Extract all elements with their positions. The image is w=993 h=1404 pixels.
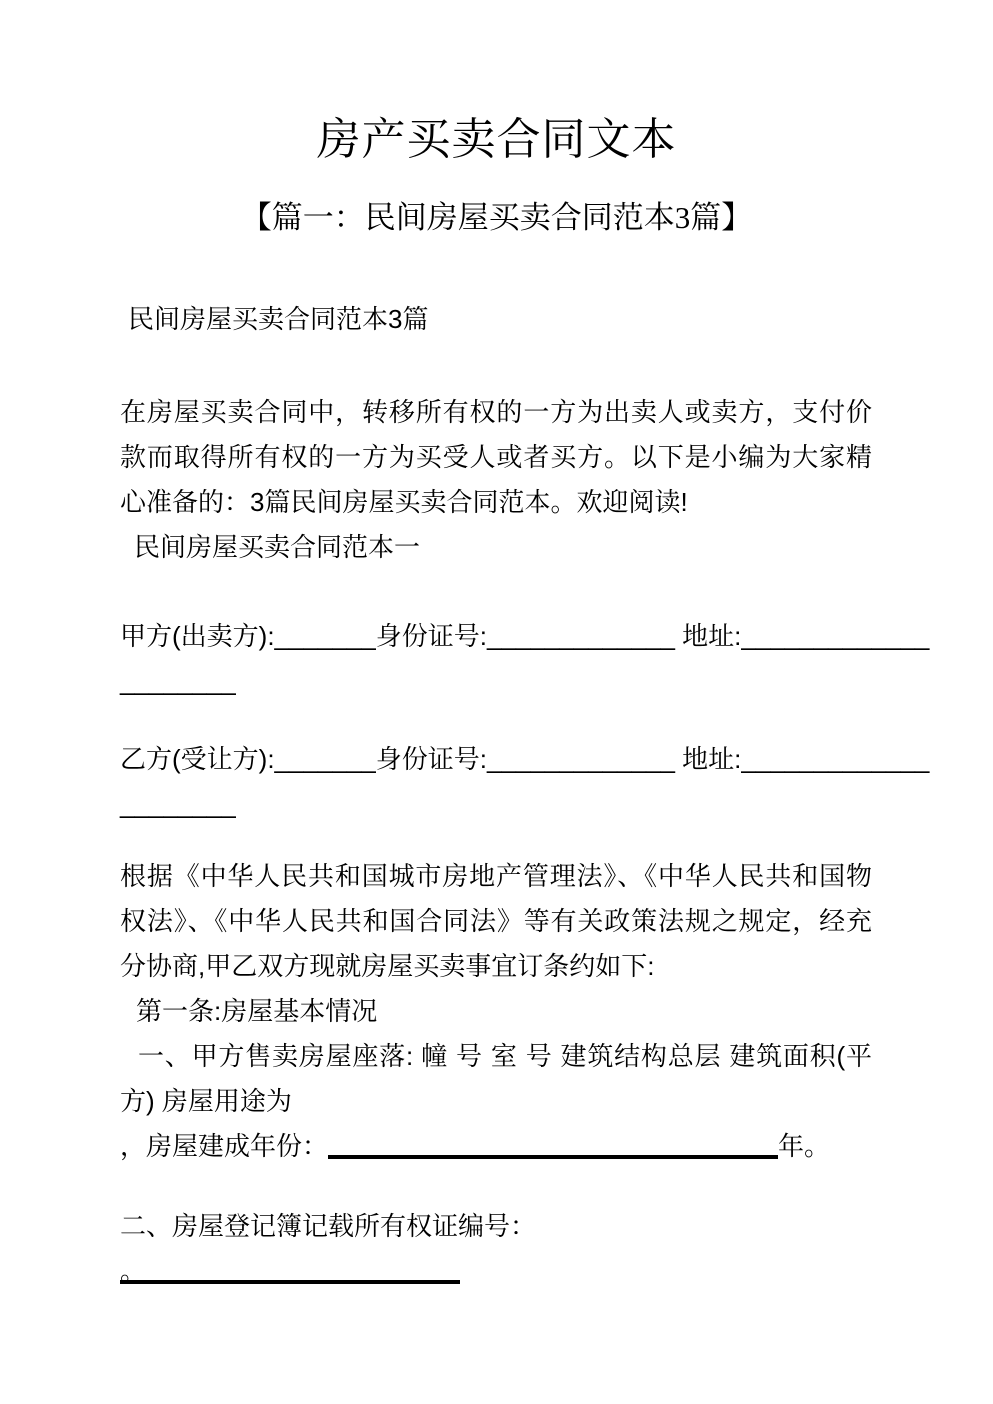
clause-two-period: 。 — [120, 1256, 147, 1286]
clause-two-prefix: 二、房屋登记簿记载所有权证编号： — [120, 1211, 537, 1241]
party-a-block — [120, 614, 930, 704]
build-year-prefix: ，房屋建成年份： — [120, 1131, 329, 1161]
document-title: 房产买卖合同文本 — [316, 115, 677, 164]
clause-one-paragraph: 一、甲方售卖房屋座落: 幢 号 室 号 建筑结构总层 建筑面积(平方) 房屋用途为 — [120, 1041, 872, 1116]
build-year-line — [120, 1124, 872, 1169]
build-year-blank-line — [328, 1129, 778, 1159]
party-a-blank-continuation: ________ — [120, 666, 236, 696]
legal-basis-paragraph: 根据《中华人民共和国城市房地产管理法》、《中华人民共和国物权法》、《中华人民共和国合同法》等有关政策法规之规定，经充分协商,甲乙双方现就房屋买卖事宜订条约如下: — [120, 861, 872, 981]
party-b-block — [120, 737, 930, 827]
list-heading: 民间房屋买卖合同范本3篇 — [128, 304, 429, 334]
sample-one-heading: 民间房屋买卖合同范本一 — [134, 532, 421, 562]
document-subtitle: 【篇一：民间房屋买卖合同范本3篇】 — [240, 200, 753, 235]
build-year-suffix: 年。 — [778, 1131, 831, 1161]
article-one-heading: 第一条:房屋基本情况 — [136, 996, 378, 1026]
party-a-line: 甲方(出卖方):_______身份证号:_____________ 地址:_____________ — [120, 621, 930, 651]
party-b-blank-continuation: ________ — [120, 789, 236, 819]
party-b-line: 乙方(受让方):_______身份证号:_____________ 地址:_____________ — [120, 744, 930, 774]
intro-paragraph: 在房屋买卖合同中，转移所有权的一方为出卖人或卖方，支付价款而取得所有权的一方为买受人或者买方。以下是小编为大家精心准备的：3篇民间房屋买卖合同范本。欢迎阅读! — [120, 397, 872, 517]
